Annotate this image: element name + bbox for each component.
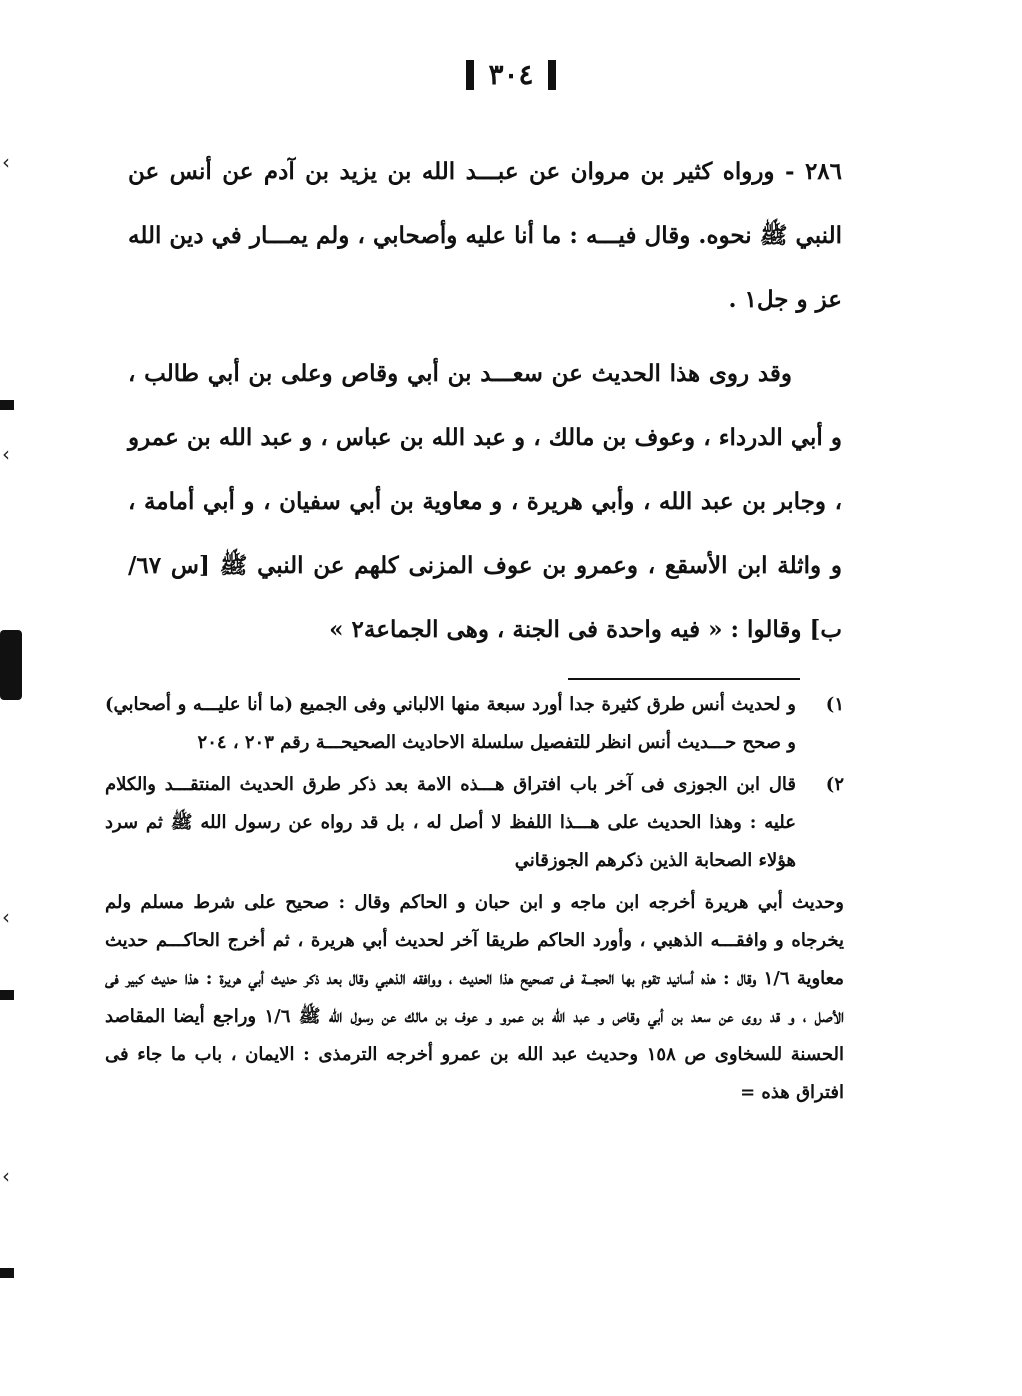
scan-mark	[0, 400, 14, 410]
page-number-bar-right	[548, 60, 556, 90]
scan-tick: ‹	[2, 1164, 10, 1188]
footnote-separator	[568, 678, 800, 680]
page-number: ٣٠٤	[488, 58, 534, 91]
footnote-continuation: وحديث أبي هريرة أخرجه ابن ماجه و ابن حبان و الحاكم وقال : صحيح على شرط مسلم ولم يخرجاه و وافقـــه الذهبي ، وأورد الحاكم طريقا آخر لحديث أبي هريرة ، ثم أخرج الحاكـــم حديث معاوية ١/٦ وقال : هذه أسانيد تقوم بها الحجـــة فى تصحيح هذا الحديث ، ووافقه الذهبي وقال بعد ذكر حديث أبي هريرة : هذا حديث كبير فى الأصل ، و قد روى عن سعد بن أبي وقاص و عبد الله بن عمرو و عوف بن مالك عن رسول الله ﷺ ١/٦ وراجع أيضا المقاصد الحسنة للسخاوى ص ١٥٨ وحديث عبد الله بن عمرو أخرجه الترمذى : الايمان ، باب ما جاء فى افتراق هذه =	[105, 892, 844, 1103]
footnote-marker: ١)	[825, 694, 844, 715]
footnote-marker: ٢)	[825, 774, 844, 795]
footnote-2	[105, 766, 844, 880]
scan-mark	[0, 1268, 14, 1278]
scan-tick: ‹	[2, 905, 10, 929]
scan-mark	[0, 990, 14, 1000]
page-header	[0, 58, 1022, 91]
main-text	[128, 140, 842, 662]
page-number-bar-left	[466, 60, 474, 90]
scan-tick: ‹	[2, 150, 10, 174]
scan-mark	[0, 630, 22, 700]
footnotes	[105, 686, 844, 1112]
paragraph-chains: وقد روى هذا الحديث عن سعـــد بن أبي وقاص وعلى بن أبي طالب ، و أبي الدرداء ، وعوف بن مالك ، و عبد الله بن عباس ، و عبد الله بن عمرو ، وجابر بن عبد الله ، وأبي هريرة ، و معاوية بن أبي سفيان ، و أبي أمامة ، و واثلة ابن الأسقع ، وعمرو بن عوف المزنى كلهم عن النبي ﷺ [س ٦٧/ب] وقالوا : « فيه واحدة فى الجنة ، وهى الجماعة٢ »	[128, 360, 842, 643]
footnote-text: و لحديث أنس طرق كثيرة جدا أورد سبعة منها الالباني وفى الجميع (ما أنا عليـــه و أصحابي) و صحح حـــديث أنس انظر للتفصيل سلسلة الاحاديث الصحيحـــة رقم ٢٠٣ ، ٢٠٤	[105, 694, 796, 753]
paragraph-286: ٢٨٦ - ورواه كثير بن مروان عن عبـــد الله بن يزيد بن آدم عن أنس عن النبي ﷺ نحوه. وقال فيـــه : ما أنا عليه وأصحابي ، ولم يمـــار في دين الله عز و جل١ .	[128, 158, 842, 313]
footnote-1	[105, 686, 844, 762]
scan-tick: ‹	[2, 442, 10, 466]
footnote-text: قال ابن الجوزى فى آخر باب افتراق هـــذه الامة بعد ذكر طرق الحديث المنتقـــد والكلام عليه : وهذا الحديث على هـــذا اللفظ لا أصل له ، بل قد رواه عن رسول الله ﷺ ثم سرد هؤلاء الصحابة الذين ذكرهم الجوزقاني	[105, 774, 796, 871]
